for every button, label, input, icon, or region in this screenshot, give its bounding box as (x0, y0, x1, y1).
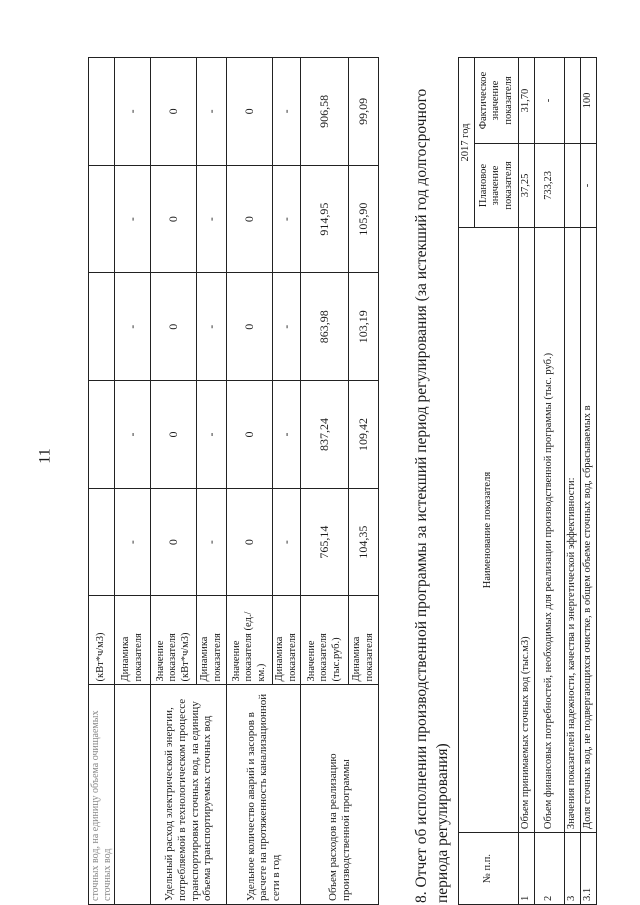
table-cell: 37,25 (519, 143, 535, 227)
table-cell: 0 (151, 273, 197, 381)
table-cell: Доля сточных вод, не подвергающихся очистке, в общем объеме сточных вод, сбрасываемых в (581, 227, 597, 832)
table-row (565, 58, 581, 905)
column-header-year: 2017 год (459, 58, 475, 228)
rotated-content (88, 55, 640, 905)
table-cell: - (273, 381, 301, 489)
table-cell: - (115, 381, 151, 489)
table-cell: 31,70 (519, 58, 535, 144)
table-cell: Значение показателя (кВт*ч/м3) (151, 596, 197, 685)
table-cell: 0 (151, 165, 197, 273)
column-header-num: № п.п. (459, 833, 519, 905)
table-cell: - (197, 381, 227, 489)
table-cell: Значение показателя (тыс.руб.) (301, 596, 349, 685)
table-cell: 3.1 (581, 833, 597, 905)
table-cell: 906,58 (301, 58, 349, 166)
table-row (89, 58, 115, 905)
table-cell: 109,42 (349, 381, 379, 489)
table-cell: 1 (519, 833, 535, 905)
table-cell: - (197, 58, 227, 166)
table-cell: 105,90 (349, 165, 379, 273)
table-cell: 0 (227, 273, 273, 381)
table-cell: Значение показателя (ед./км.) (227, 596, 273, 685)
table-cell: 0 (151, 58, 197, 166)
table-cell: Динамика показателя (349, 596, 379, 685)
table-row (115, 58, 151, 905)
table-cell: - (581, 143, 597, 227)
table-cell: 100 (581, 58, 597, 144)
table-cell: 863,98 (301, 273, 349, 381)
table-cell: Динамика показателя (273, 596, 301, 685)
table-cell: - (273, 58, 301, 166)
table-cell: Значения показателей надежности, качества и энергетической эффективности: (565, 227, 581, 832)
page-number: 11 (36, 448, 54, 464)
column-header-actual: Фактическое значение показателя (475, 58, 519, 144)
table-cell: - (535, 58, 565, 144)
table-cell: - (273, 273, 301, 381)
table-cell: Удельное количество аварий и засоров в расчете на протяженность канализационной сети в год (227, 685, 301, 905)
table-cell: 0 (227, 381, 273, 489)
table-cell: 0 (151, 488, 197, 596)
table-cell: 103,19 (349, 273, 379, 381)
table-cell: 104,35 (349, 488, 379, 596)
table-cell: - (115, 58, 151, 166)
table-cell: Объем расходов на реализацию производственной программы (301, 685, 379, 905)
table-cell: (кВт*ч/м3) (89, 596, 115, 685)
table-cell: - (273, 165, 301, 273)
table-cell: 0 (227, 488, 273, 596)
table-cell: - (273, 488, 301, 596)
table-cell (565, 143, 581, 227)
table-cell (565, 58, 581, 144)
table-cell: - (197, 273, 227, 381)
table-header-row (459, 58, 475, 905)
table-row (581, 58, 597, 905)
table-cell: Удельный расход электрической энергии, потребляемой в технологическом процессе транспортировки сточных вод, на единицу объема транспортируемых сточных вод (151, 685, 227, 905)
column-header-name: Наименование показателя (459, 227, 519, 832)
table-cell: 0 (227, 58, 273, 166)
table-cell: Объем финансовых потребностей, необходимых для реализации производственной программы (тыс. руб.) (535, 227, 565, 832)
table-cell: - (115, 165, 151, 273)
table-cell: сточных вод, на единицу объема очищаемых сточных вод (89, 685, 115, 905)
table-row (535, 58, 565, 905)
table-cell: 765,14 (301, 488, 349, 596)
table-cell: - (115, 273, 151, 381)
column-header-planned: Плановое значение показателя (475, 143, 519, 227)
table-row (151, 58, 197, 905)
table-cell: 914,95 (301, 165, 349, 273)
table-cell: 837,24 (301, 381, 349, 489)
program-report-table (458, 57, 597, 905)
indicators-table (88, 57, 379, 905)
table-cell: Динамика показателя (115, 596, 151, 685)
table-cell: 0 (151, 381, 197, 489)
section-heading: 8. Отчет об исполнении производственной программы за истекший период регулирования (за истекший год долгосрочного периода регулирования) (413, 88, 451, 903)
table-cell: 733,23 (535, 143, 565, 227)
table-cell: - (197, 488, 227, 596)
table-cell: - (115, 488, 151, 596)
table-cell: 99,09 (349, 58, 379, 166)
table-cell: - (197, 165, 227, 273)
table-cell: 3 (565, 833, 581, 905)
table-cell (115, 685, 151, 905)
table-row (227, 58, 273, 905)
table-row (519, 58, 535, 905)
table-cell: 2 (535, 833, 565, 905)
table-cell: Динамика показателя (197, 596, 227, 685)
table-row (301, 58, 349, 905)
table-cell: Объем принимаемых сточных вод (тыс.м3) (519, 227, 535, 832)
table-cell: 0 (227, 165, 273, 273)
